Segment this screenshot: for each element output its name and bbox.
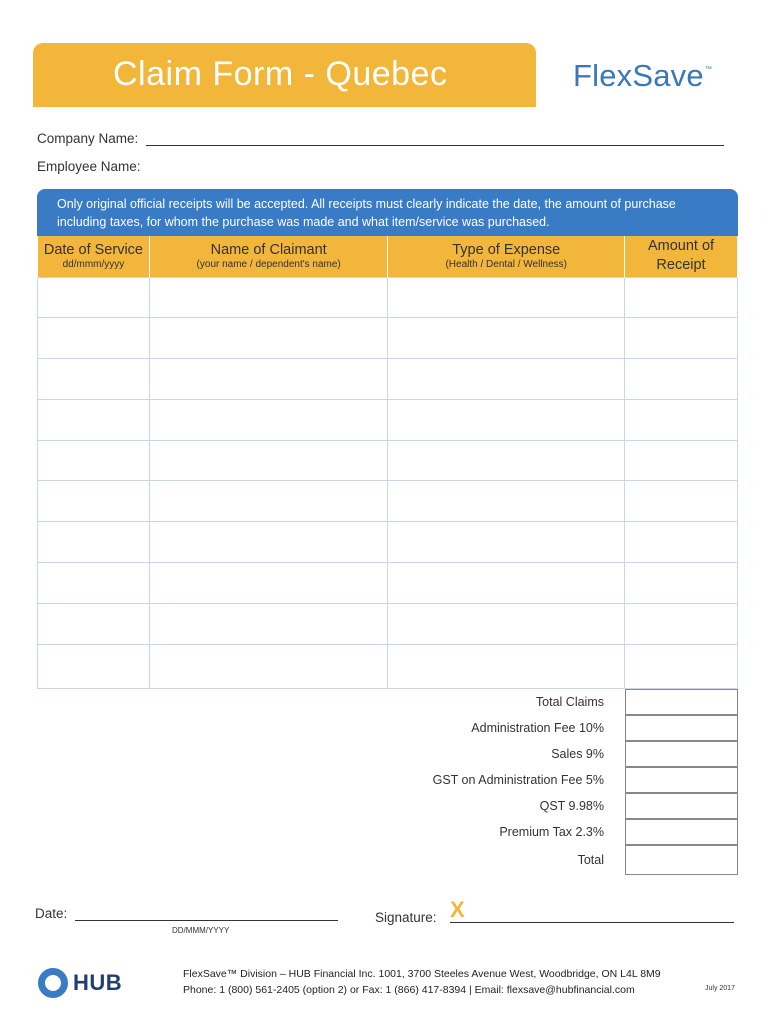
premium-tax-label: Premium Tax 2.3% <box>499 825 604 839</box>
date-cell[interactable] <box>38 644 150 688</box>
qst-row <box>380 793 738 819</box>
col-name-title: Name of Claimant <box>210 242 327 259</box>
expense-type-cell[interactable] <box>388 603 625 644</box>
amount-cell[interactable] <box>625 522 738 563</box>
col-amount-of-receipt <box>625 236 738 277</box>
col-name-sub: (your name / dependent's name) <box>196 259 341 271</box>
claimant-cell[interactable] <box>149 399 388 440</box>
premium-tax-field[interactable] <box>625 819 738 845</box>
expense-type-cell[interactable] <box>388 563 625 604</box>
claimant-cell[interactable] <box>149 522 388 563</box>
signature-label: Signature: <box>375 910 437 925</box>
col-type-title: Type of Expense <box>452 242 561 259</box>
admin-fee-row <box>380 715 738 741</box>
hub-logo-text: HUB <box>73 970 123 995</box>
company-name-label: Company Name: <box>37 131 139 146</box>
total-claims-label: Total Claims <box>535 695 604 709</box>
expense-type-cell[interactable] <box>388 359 625 400</box>
claimant-cell[interactable] <box>149 318 388 359</box>
gst-admin-fee-field[interactable] <box>625 767 738 793</box>
col-type-sub: (Health / Dental / Wellness) <box>445 259 567 271</box>
hub-circle-icon <box>38 968 68 998</box>
brand-trademark: ™ <box>704 66 713 73</box>
claimant-cell[interactable] <box>149 440 388 481</box>
claims-table <box>37 236 738 689</box>
table-row <box>38 481 738 522</box>
receipt-notice: Only original official receipts will be accepted. All receipts must clearly indicate the date, the amount of purchase including taxes, for whom the purchase was made and what item/service was purchased. <box>37 189 738 236</box>
table-row <box>38 522 738 563</box>
footer-address: FlexSave™ Division – HUB Financial Inc. 1001, 3700 Steeles Avenue West, Woodbridge, ON L4L 8M9 <box>183 968 661 980</box>
date-cell[interactable] <box>38 440 150 481</box>
date-cell[interactable] <box>38 318 150 359</box>
expense-type-cell[interactable] <box>388 522 625 563</box>
grand-total-row <box>380 845 738 875</box>
claimant-cell[interactable] <box>149 481 388 522</box>
claims-table-body <box>38 277 738 688</box>
expense-type-cell[interactable] <box>388 318 625 359</box>
amount-cell[interactable] <box>625 318 738 359</box>
gst-admin-fee-label: GST on Administration Fee 5% <box>432 773 604 787</box>
table-row <box>38 318 738 359</box>
gst-admin-fee-row <box>380 767 738 793</box>
signature-mark: X <box>450 897 465 922</box>
amount-cell[interactable] <box>625 399 738 440</box>
expense-type-cell[interactable] <box>388 277 625 318</box>
amount-cell[interactable] <box>625 277 738 318</box>
claimant-cell[interactable] <box>149 603 388 644</box>
amount-cell[interactable] <box>625 359 738 400</box>
col-date-sub: dd/mmm/yyyy <box>62 259 125 271</box>
col-name-of-claimant <box>149 236 388 277</box>
expense-type-cell[interactable] <box>388 644 625 688</box>
admin-fee-label: Administration Fee 10% <box>471 721 604 735</box>
date-cell[interactable] <box>38 522 150 563</box>
sales-tax-field[interactable] <box>625 741 738 767</box>
amount-cell[interactable] <box>625 481 738 522</box>
col-date-of-service <box>38 236 150 277</box>
form-title: Claim Form - Quebec <box>113 55 448 93</box>
expense-type-cell[interactable] <box>388 481 625 522</box>
qst-field[interactable] <box>625 793 738 819</box>
total-claims-field[interactable] <box>625 689 738 715</box>
table-row <box>38 399 738 440</box>
qst-label: QST 9.98% <box>539 799 604 813</box>
premium-tax-row <box>380 819 738 845</box>
date-cell[interactable] <box>38 481 150 522</box>
table-row <box>38 440 738 481</box>
date-cell[interactable] <box>38 603 150 644</box>
brand-name: FlexSave <box>573 58 704 93</box>
date-field[interactable] <box>75 920 338 921</box>
grand-total-label: Total <box>577 853 604 867</box>
table-row <box>38 277 738 318</box>
amount-cell[interactable] <box>625 644 738 688</box>
date-cell[interactable] <box>38 359 150 400</box>
claimant-cell[interactable] <box>149 563 388 604</box>
company-name-field[interactable] <box>146 134 724 146</box>
employee-name-label: Employee Name: <box>37 159 141 174</box>
footer-phone-email: Phone: 1 (800) 561-2405 (option 2) or Fax: 1 (866) 417-8394 | Email: flexsave@hubfinancial.com <box>183 984 635 996</box>
amount-cell[interactable] <box>625 603 738 644</box>
total-claims-row <box>380 689 738 715</box>
sales-tax-row <box>380 741 738 767</box>
col-amount-title: Amount of Receipt <box>647 238 715 274</box>
admin-fee-field[interactable] <box>625 715 738 741</box>
date-cell[interactable] <box>38 563 150 604</box>
form-title-banner <box>33 43 536 107</box>
date-format-hint: DD/MMM/YYYY <box>172 926 230 935</box>
table-row <box>38 359 738 400</box>
flexsave-logo <box>573 58 712 94</box>
claimant-cell[interactable] <box>149 359 388 400</box>
hub-logo <box>38 968 122 998</box>
grand-total-field[interactable] <box>625 845 738 875</box>
table-row <box>38 603 738 644</box>
date-cell[interactable] <box>38 277 150 318</box>
sales-tax-label: Sales 9% <box>551 747 604 761</box>
table-row <box>38 563 738 604</box>
col-type-of-expense <box>388 236 625 277</box>
footer-date: July 2017 <box>705 985 735 992</box>
col-date-title: Date of Service <box>43 242 143 259</box>
date-cell[interactable] <box>38 399 150 440</box>
employee-name-row <box>37 159 141 174</box>
footer-contact <box>183 966 661 998</box>
amount-cell[interactable] <box>625 563 738 604</box>
claimant-cell[interactable] <box>149 277 388 318</box>
expense-type-cell[interactable] <box>388 399 625 440</box>
signature-field[interactable] <box>450 922 734 923</box>
expense-type-cell[interactable] <box>388 440 625 481</box>
date-label: Date: <box>35 906 68 921</box>
amount-cell[interactable] <box>625 440 738 481</box>
claimant-cell[interactable] <box>149 644 388 688</box>
table-row <box>38 644 738 688</box>
company-name-row <box>37 131 724 146</box>
